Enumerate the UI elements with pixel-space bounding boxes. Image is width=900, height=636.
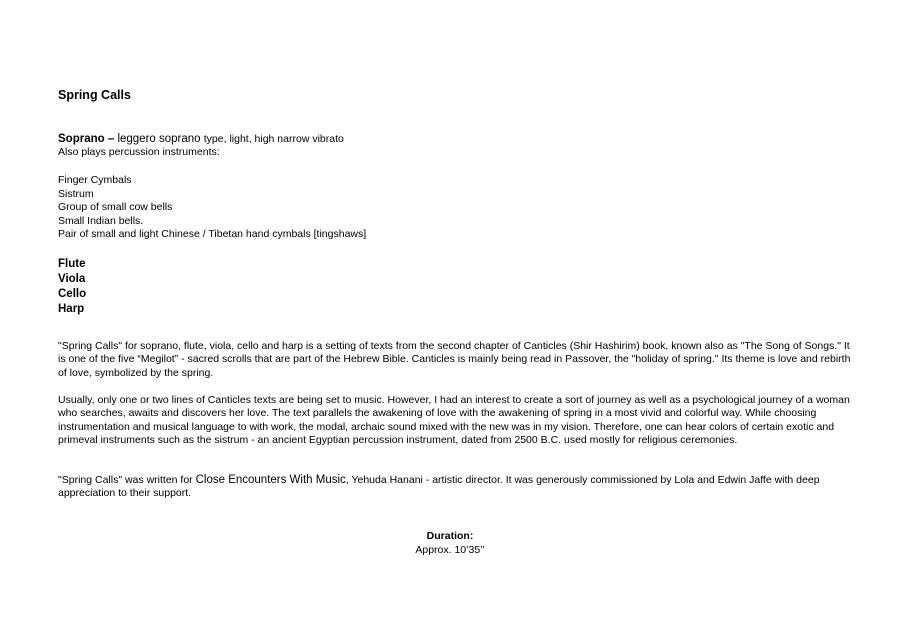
soprano-label: Soprano – (58, 133, 115, 145)
paragraph-journey: Usually, only one or two lines of Canticles texts are being set to music. However, I had an interest to create a sort of journey as well as a psychological journey of a woman who searches, awaits and discovers her love. The text parallels the awakening of love with the awakening of spring in a most vivid and colorful way. While choosing instrumentation and musical language to with work, the modal, archaic sound mixed with the new was in my vision. Therefore, one can hear colors of certain exotic and primeval instruments such as the sistrum - an ancient Egyptian percussion instrument, dated from 2500 B.C. used mostly for religious ceremonies. (58, 394, 850, 447)
instrument-item: Cello (58, 288, 87, 300)
soprano-line (58, 132, 344, 146)
duration-block (0, 529, 900, 557)
instrument-list (58, 257, 86, 317)
duration-label: Duration: (426, 530, 474, 542)
paragraph-intro: "Spring Calls" for soprano, flute, viola, cello and harp is a setting of texts from the second chapter of Canticles (Shir Hashirim) book, known also as "The Song of Songs." It is one of the five “Megilot” - sacred scrolls that are part of the Hebrew Bible. Canticles is mainly being read in Passover, the "holiday of spring." Its theme is love and rebirth of love, symbolized by the spring. (58, 340, 851, 379)
commission-text-start: "Spring Calls" was written for (58, 474, 196, 486)
percussion-item: Sistrum (58, 187, 94, 200)
percussion-item: Pair of small and light Chinese / Tibetan hand cymbals [tingshaws] (58, 228, 367, 240)
paragraph-commission (58, 474, 853, 501)
instrument-item: Flute (58, 258, 86, 270)
soprano-type: leggero soprano (117, 133, 201, 145)
instrument-item: Viola (58, 273, 86, 285)
page-title: Spring Calls (58, 88, 131, 102)
soprano-also-line: Also plays percussion instruments: (58, 146, 220, 158)
instrument-item: Harp (58, 303, 85, 315)
percussion-list (58, 174, 366, 242)
soprano-description: type, light, high narrow vibrato (203, 133, 344, 145)
percussion-item: Small Indian bells. (58, 214, 144, 227)
commission-text-end: , Yehuda Hanani - artistic director. It was generously commissioned by Lola and Edwin Jaffe with deep appreciation to their support. (58, 474, 820, 500)
duration-value: Approx. 10’35’’ (415, 544, 485, 556)
ensemble-name: Close Encounters With Music (195, 474, 346, 486)
percussion-item: Group of small cow bells (58, 201, 173, 213)
percussion-item: Finger Cymbals (58, 174, 132, 186)
